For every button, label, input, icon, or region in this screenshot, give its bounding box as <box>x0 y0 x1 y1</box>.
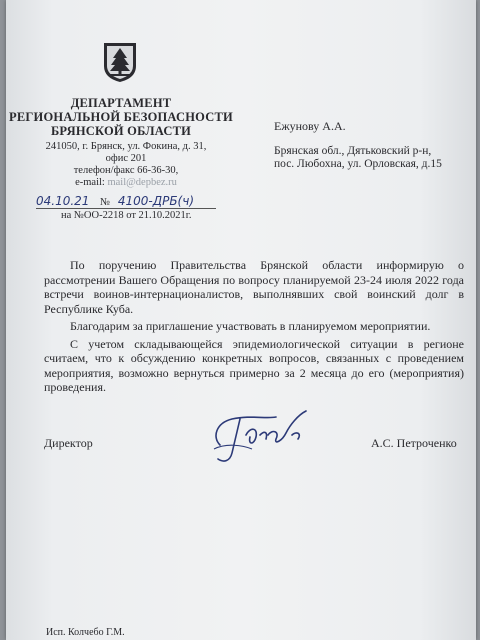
email-line <box>26 177 226 189</box>
handwritten-signature-icon <box>206 405 316 467</box>
reference-line: на №ОО-2218 от 21.10.2021г. <box>61 210 192 221</box>
recipient-block <box>274 120 442 171</box>
email-label: e-mail: <box>75 177 105 188</box>
recipient-name: Ежунову А.А. <box>274 119 346 133</box>
letter-body <box>44 258 464 395</box>
body-paragraph-3: С учетом складывающейся эпидемиологической ситуации в регионе считаем, что к обсуждению конкретных вопросов, связанных с проведением мероприятия, возможно вернуться примерно за 2 месяца до его (мероприятия) проведения. <box>44 336 464 394</box>
dept-line-2: РЕГИОНАЛЬНОЙ БЕЗОПАСНОСТИ <box>9 110 233 124</box>
recipient-address-1: Брянская обл., Дятьковский р-н, <box>274 145 432 157</box>
registration-date: 04.10.21 <box>36 194 90 208</box>
registration-number: 4100-ДРБ(ч) <box>117 194 195 208</box>
body-paragraph-1: По поручению Правительства Брянской области информирую о рассмотрении Вашего Обращения по вопросу планируемой 23-24 июля 2022 года встречи воинов-интернационалистов, выполнявших свой воинский долг в Республике Куба. <box>44 258 464 316</box>
dept-line-3: БРЯНСКОЙ ОБЛАСТИ <box>50 124 192 138</box>
recipient-address-2: пос. Любохна, ул. Орловская, д.15 <box>274 158 442 170</box>
signatory-name: А.С. Петроченко <box>371 436 457 450</box>
email-value: mail@depbez.ru <box>107 177 177 188</box>
address-line-1: 241050, г. Брянск, ул. Фокина, д. 31, <box>45 141 207 152</box>
signatory-title: Директор <box>44 436 93 450</box>
department-address <box>26 141 226 189</box>
registration-underline <box>36 208 216 209</box>
registration-line <box>36 194 236 208</box>
bryansk-coat-of-arms-icon <box>101 40 139 84</box>
dept-line-1: ДЕПАРТАМЕНТ <box>70 96 172 110</box>
letter-page <box>6 0 476 640</box>
executor-note: Исп. Колчебо Г.М. <box>46 627 125 638</box>
address-line-2: офис 201 <box>105 153 147 164</box>
registration-number-sign: № <box>99 197 110 208</box>
phone-line: телефон/факс 66-36-30, <box>73 165 179 176</box>
body-paragraph-2: Благодарим за приглашение участвовать в планируемом мероприятии. <box>70 319 431 333</box>
department-name <box>6 96 236 138</box>
